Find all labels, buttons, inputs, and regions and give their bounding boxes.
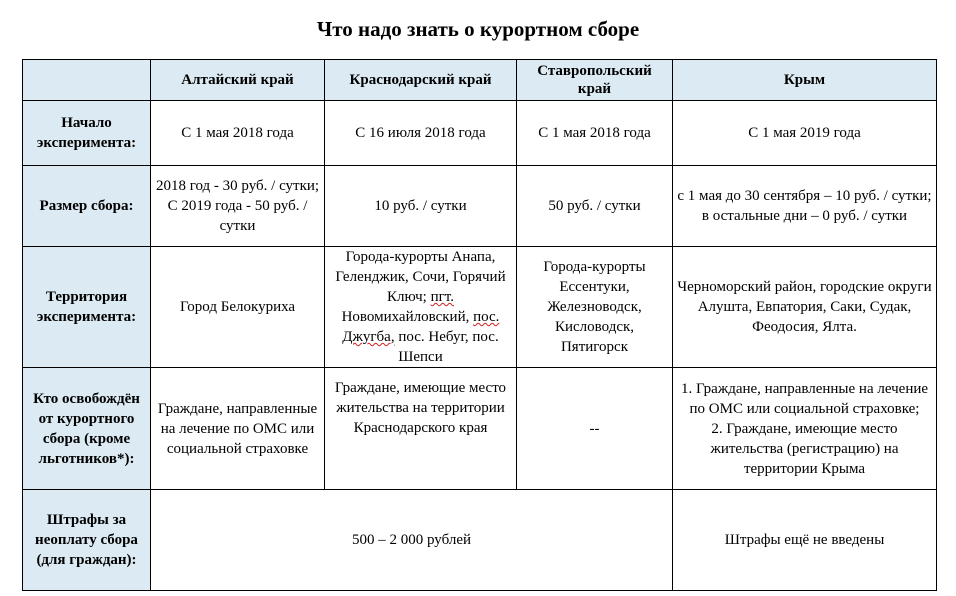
- column-header-altai: Алтайский край: [151, 60, 325, 101]
- territory-krasnodar-text1: Города-курорты Анапа, Геленджик, Сочи, Горячий Ключ;: [335, 249, 506, 305]
- cell-start-krasnodar: С 16 июля 2018 года: [325, 101, 517, 166]
- cell-exempt-krasnodar: Граждане, имеющие место жительства на территории Краснодарского края: [325, 368, 517, 490]
- cell-exempt-stavropol: --: [517, 368, 673, 490]
- header-corner-cell: [23, 60, 151, 101]
- exempt-crimea-item1: 1. Граждане, направленные на лечение по ОМС или социальной страховке;: [680, 380, 929, 417]
- row-label-fines: Штрафы за неоплату сбора (для граждан):: [23, 490, 151, 591]
- cell-fee-crimea: [673, 166, 937, 247]
- header-row: [23, 60, 937, 101]
- cell-territory-stavropol: Города-курорты Ессентуки, Железноводск, Кисловодск, Пятигорск: [517, 247, 673, 368]
- cell-exempt-altai: Граждане, направленные на лечение по ОМС или социальной страховке: [151, 368, 325, 490]
- cell-start-stavropol: С 1 мая 2018 года: [517, 101, 673, 166]
- territory-krasnodar-pos: пос.: [398, 329, 425, 345]
- cell-fee-krasnodar: 10 руб. / сутки: [325, 166, 517, 247]
- page-title: Что надо знать о курортном сборе: [316, 17, 640, 41]
- cell-territory-crimea: Черноморский район, городские округи Алушта, Евпатория, Саки, Судак, Феодосия, Ялта.: [673, 247, 937, 368]
- row-fines: [23, 490, 937, 591]
- resort-fee-table: [22, 59, 937, 591]
- fee-crimea-line1: с 1 мая до 30 сентября – 10 руб. / сутки;: [677, 188, 932, 204]
- cell-fee-altai: [151, 166, 325, 247]
- cell-fee-stavropol: 50 руб. / сутки: [517, 166, 673, 247]
- cell-start-altai: С 1 мая 2018 года: [151, 101, 325, 166]
- row-territory: [23, 247, 937, 368]
- row-label-territory: Территория эксперимента:: [23, 247, 151, 368]
- row-exempt: [23, 368, 937, 490]
- territory-krasnodar-pgt: пгт.: [430, 289, 454, 305]
- fee-crimea-line2: в остальные дни – 0 руб. / сутки: [701, 208, 908, 224]
- column-header-krasnodar: Краснодарский край: [325, 60, 517, 101]
- territory-krasnodar-text2: Новомихайловский,: [341, 309, 470, 325]
- column-header-crimea: Крым: [673, 60, 937, 101]
- cell-territory-altai: Город Белокуриха: [151, 247, 325, 368]
- cell-fines-combined: 500 – 2 000 рублей: [151, 490, 673, 591]
- cell-start-crimea: С 1 мая 2019 года: [673, 101, 937, 166]
- cell-fines-crimea: Штрафы ещё не введены: [673, 490, 937, 591]
- column-header-stavropol: Ставропольский край: [517, 60, 673, 101]
- row-label-fee: Размер сбора:: [23, 166, 151, 247]
- cell-exempt-crimea: [673, 368, 937, 490]
- fee-altai-line1: 2018 год - 30 руб. / сутки;: [155, 178, 320, 194]
- territory-krasnodar-dzhugba: пос. Джугба,: [342, 309, 500, 345]
- cell-territory-krasnodar: [325, 247, 517, 368]
- territory-krasnodar-text3: Небуг, пос. Шепси: [398, 329, 499, 365]
- row-label-exempt: Кто освобождён от курортного сбора (кроме льготников*):: [23, 368, 151, 490]
- row-fee: [23, 166, 937, 247]
- fee-altai-line2: С 2019 года - 50 руб. / сутки: [167, 198, 308, 234]
- exempt-crimea-item2: 2. Граждане, имеющие место жительства (регистрацию) на территории Крыма: [710, 420, 899, 477]
- row-label-start: Начало эксперимента:: [23, 101, 151, 166]
- row-start: [23, 101, 937, 166]
